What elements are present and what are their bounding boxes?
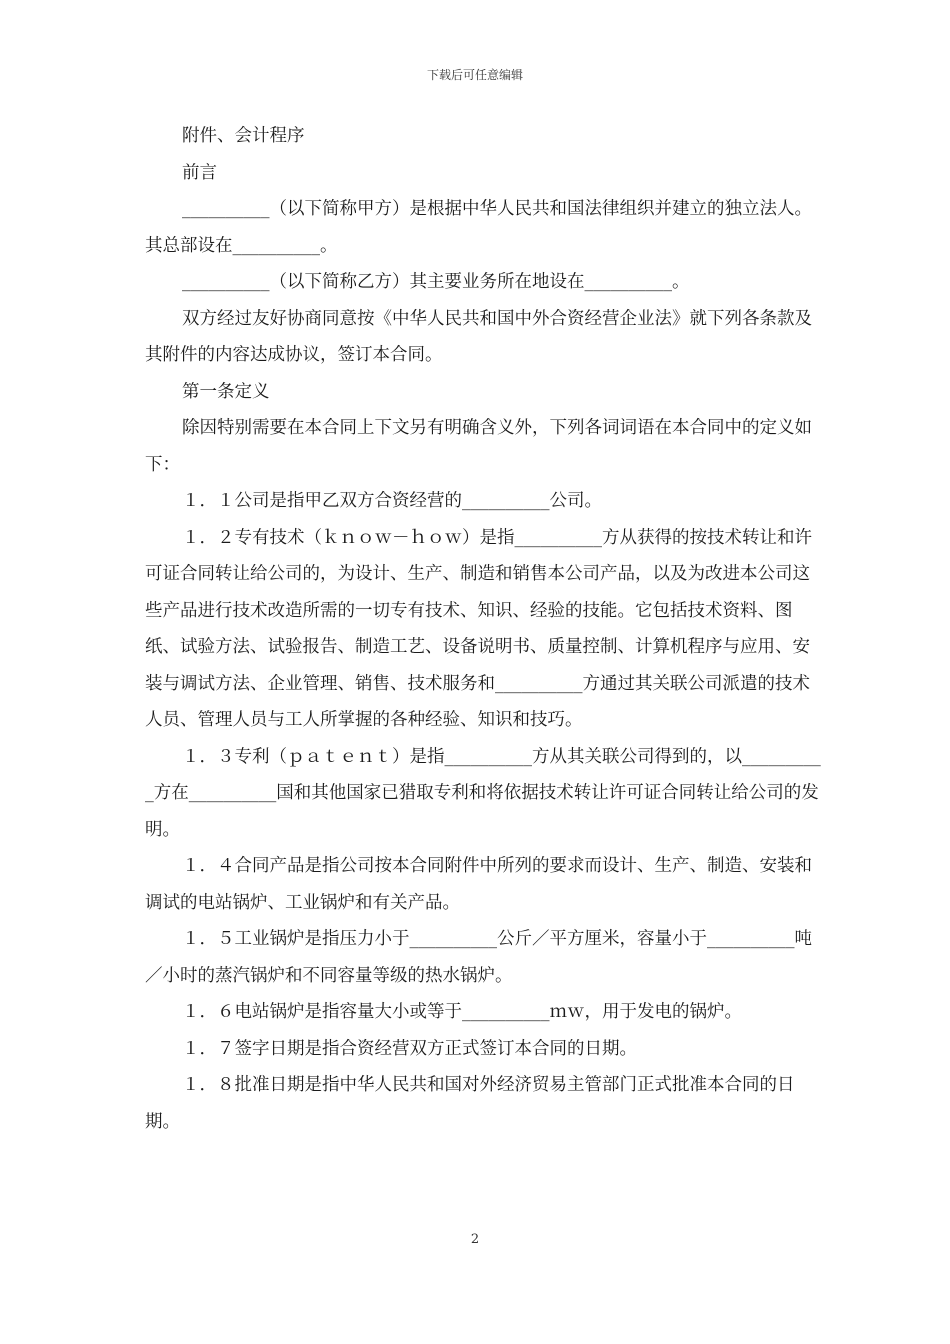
document-body: [145, 118, 825, 1140]
clause-1-8: １．８批准日期是指中华人民共和国对外经济贸易主管部门正式批准本合同的日期。: [145, 1075, 795, 1132]
paragraph-definitions-intro: 除因特别需要在本合同上下文另有明确含义外，下列各词词语在本合同中的定义如下：: [145, 418, 812, 475]
page-number: 2: [470, 1232, 480, 1247]
paragraph-party-a: __________（以下简称甲方）是根据中华人民共和国法律组织并建立的独立法人。其总部设在__________。: [145, 199, 812, 256]
clause-1-7: １．７签字日期是指合资经营双方正式签订本合同的日期。: [182, 1038, 637, 1059]
clause-1-2: １．２专有技术（ｋｎｏｗ－ｈｏｗ）是指__________方从获得的按技术转让和许可证合同转让给公司的，为设计、生产、制造和销售本公司产品，以及为改进本公司这些产品进行技术改造所需的一切专有技术、知识、经验的技能。它包括技术资料、图纸、试验方法、试验报告、制造工艺、设备说明书、质量控制、计算机程序与应用、安装与调试方法、企业管理、销售、技术服务和__________方通过其关联公司派遣的技术人员、管理人员与工人所掌握的各种经验、知识和技巧。: [145, 527, 812, 730]
page-header: 下载后可任意编辑: [426, 68, 523, 82]
clause-1-6: １．６电站锅炉是指容量大小或等于__________ｍｗ，用于发电的锅炉。: [182, 1002, 742, 1022]
paragraph-article-1-heading: 第一条定义: [182, 381, 270, 402]
paragraph-preface-heading: 前言: [182, 162, 217, 183]
clause-1-4: １．４合同产品是指公司按本合同附件中所列的要求而设计、生产、制造、安装和调试的电站锅炉、工业锅炉和有关产品。: [145, 856, 812, 913]
clause-1-3: １．３专利（ｐａｔｅｎｔ）是指__________方从其关联公司得到的，以__________方在__________国和其他国家已猎取专利和将依据技术转让许可证合同转让给公司的发明。: [145, 746, 821, 840]
paragraph-attachment: 附件、会计程序: [182, 126, 305, 146]
paragraph-agreement: 双方经过友好协商同意按《中华人民共和国中外合资经营企业法》就下列各条款及其附件的内容达成协议，签订本合同。: [145, 308, 812, 365]
paragraph-party-b: __________（以下简称乙方）其主要业务所在地设在__________。: [182, 272, 690, 292]
clause-1-5: １．５工业锅炉是指压力小于__________公斤／平方厘米，容量小于__________吨／小时的蒸汽锅炉和不同容量等级的热水锅炉。: [145, 929, 812, 986]
clause-1-1: １．１公司是指甲乙双方合资经营的__________公司。: [182, 491, 602, 511]
